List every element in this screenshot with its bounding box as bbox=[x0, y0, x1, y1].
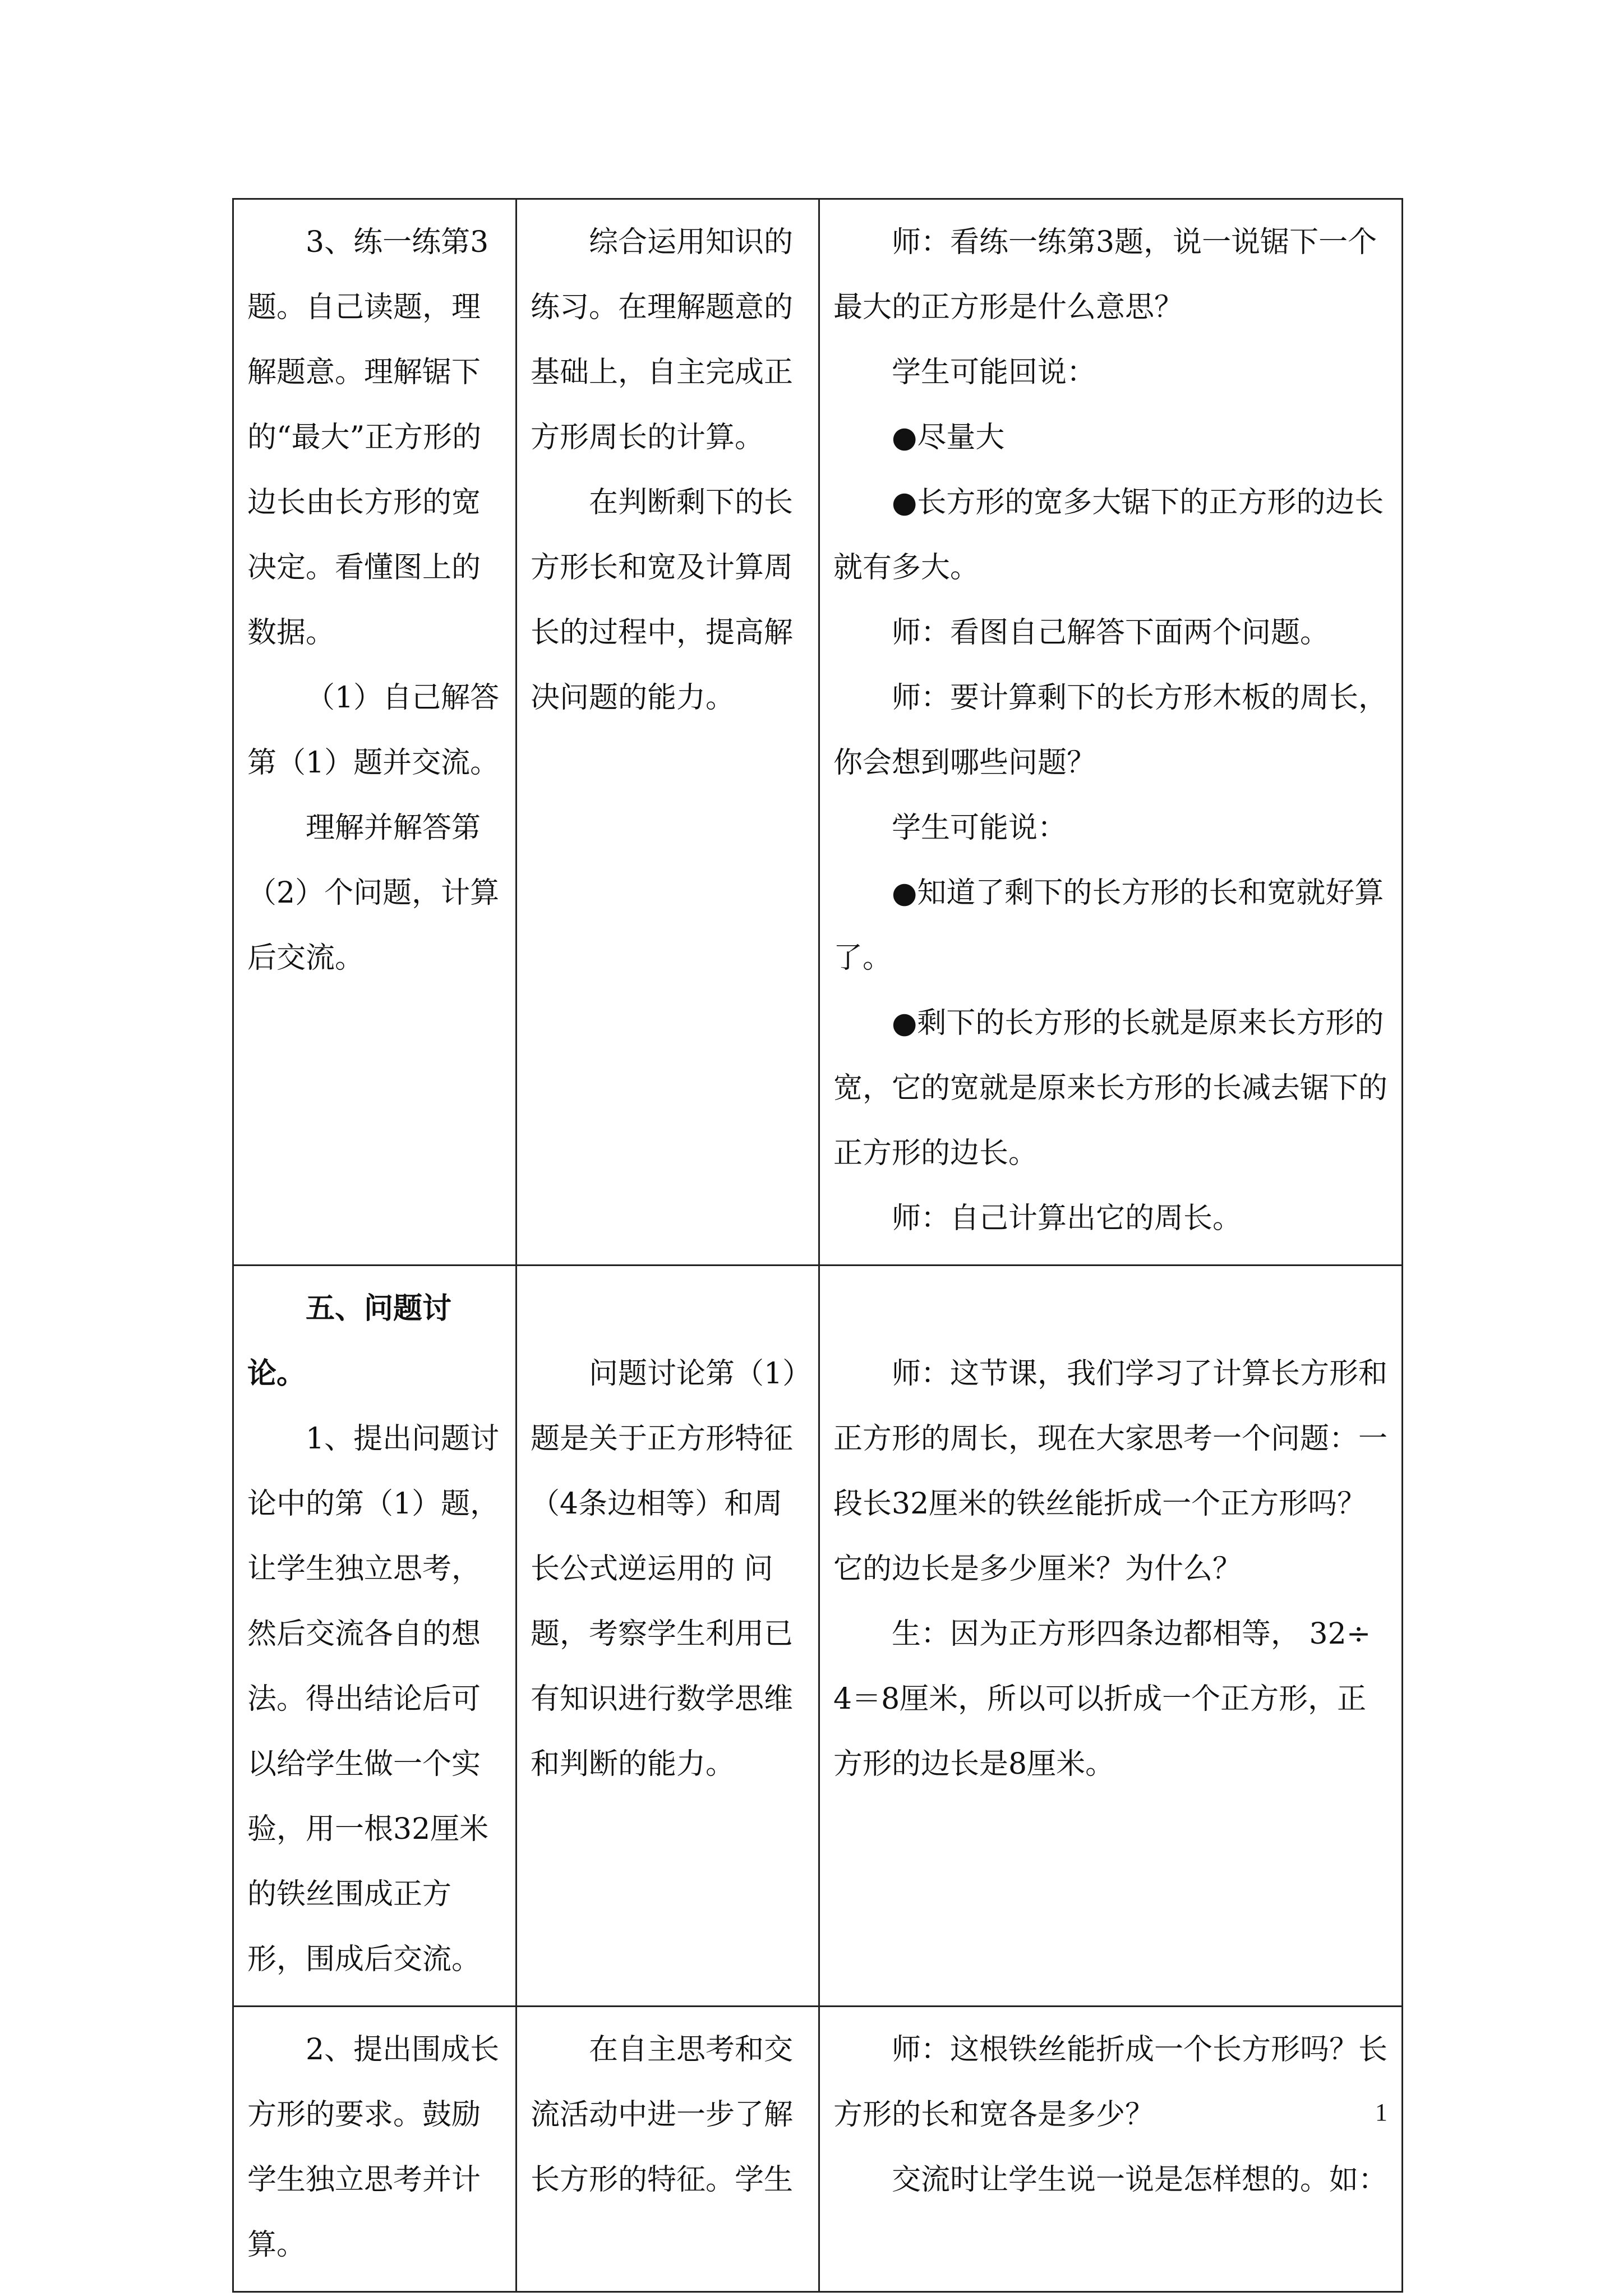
paragraph: 3、练一练第3题。自己读题，理解题意。理解锯下的“最大”正方形的边长由长方形的宽决定。看懂图上的数据。 bbox=[247, 226, 489, 650]
paragraph: 师：要计算剩下的长方形木板的周长，你会想到哪些问题？ bbox=[833, 681, 1388, 780]
paragraph: 理解并解答第（2）个问题，计算后交流。 bbox=[247, 811, 500, 975]
paragraph: 师：看练一练第3题，说一说锯下一个最大的正方形是什么意思？ bbox=[833, 226, 1377, 324]
table-row bbox=[233, 199, 1403, 1266]
page-number: 1 bbox=[1375, 2099, 1387, 2126]
table-cell-activity bbox=[233, 1266, 517, 2007]
paragraph: 学生可能说： bbox=[892, 811, 1067, 845]
paragraph: （1）自己解答第（1）题并交流。 bbox=[247, 681, 500, 780]
paragraph: 师：这根铁丝能折成一个长方形吗？长方形的长和宽各是多少？ bbox=[833, 2033, 1388, 2132]
paragraph: 交流时让学生说一说是怎样想的。如： bbox=[892, 2163, 1388, 2197]
table-cell-activity bbox=[233, 199, 517, 1266]
paragraph: 师：看图自己解答下面两个问题。 bbox=[892, 616, 1330, 650]
paragraph: 学生可能回说： bbox=[892, 356, 1096, 389]
table-cell-activity bbox=[233, 2007, 517, 2292]
table-row bbox=[233, 1266, 1403, 2007]
paragraph: 师：这节课，我们学习了计算长方形和正方形的周长，现在大家思考一个问题：一段长32厘米的铁丝能折成一个正方形吗？它的边长是多少厘米？为什么？ bbox=[833, 1357, 1388, 1586]
paragraph: ●长方形的宽多大锯下的正方形的边长就有多大。 bbox=[833, 486, 1384, 585]
table-cell-intent bbox=[517, 199, 819, 1266]
paragraph: ●尽量大 bbox=[892, 421, 1005, 454]
paragraph: 2、提出围成长方形的要求。鼓励学生独立思考并计算。 bbox=[247, 2033, 500, 2262]
paragraph: 1、提出问题讨论中的第（1）题，让学生独立思考，然后交流各自的想法。得出结论后可以给学生做一个实验，用一根32厘米的铁丝围成正方形，围成后交流。 bbox=[247, 1422, 500, 1976]
paragraph: ●剩下的长方形的长就是原来长方形的宽，它的宽就是原来长方形的长减去锯下的正方形的边长。 bbox=[833, 1006, 1388, 1170]
table-cell-intent bbox=[517, 2007, 819, 2292]
section-heading: 五、问题讨论。 bbox=[247, 1291, 452, 1391]
paragraph: ●知道了剩下的长方形的长和宽就好算了。 bbox=[833, 876, 1384, 975]
paragraph: 师：自己计算出它的周长。 bbox=[892, 1202, 1242, 1235]
paragraph: 生：因为正方形四条边都相等， 32÷ 4＝8厘米，所以可以折成一个正方形，正方形的边长是8厘米。 bbox=[833, 1617, 1371, 1781]
paragraph: 在自主思考和交流活动中进一步了解长方形的特征。学生 bbox=[531, 2033, 794, 2197]
paragraph: 在判断剩下的长方形长和宽及计算周长的过程中，提高解决问题的能力。 bbox=[531, 486, 794, 715]
table-cell-intent bbox=[517, 1266, 819, 2007]
table-cell-process bbox=[819, 2007, 1403, 2292]
table-cell-process bbox=[819, 199, 1403, 1266]
paragraph: 综合运用知识的练习。在理解题意的基础上，自主完成正方形周长的计算。 bbox=[531, 226, 794, 454]
table-cell-process bbox=[819, 1266, 1403, 2007]
table-row bbox=[233, 2007, 1403, 2292]
paragraph: 问题讨论第（1）题是关于正方形特征（4条边相等）和周长公式逆运用的 问题，考察学生利用已有知识进行数学思维和判断的能力。 bbox=[531, 1357, 797, 1781]
lesson-plan-table bbox=[232, 198, 1403, 2293]
